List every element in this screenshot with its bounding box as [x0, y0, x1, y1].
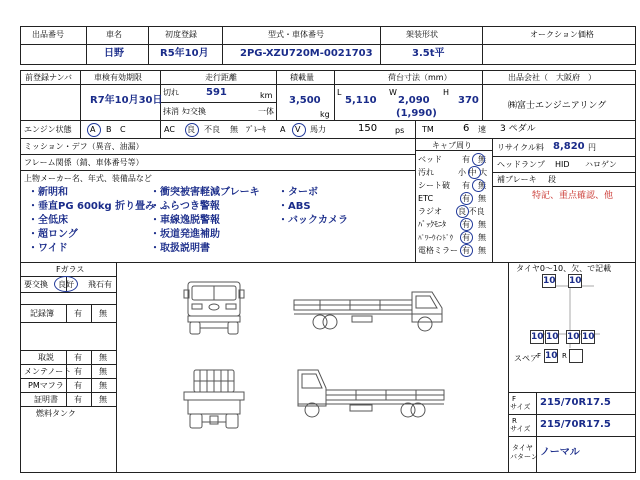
tire-rear-outer-left: 10 — [531, 332, 544, 342]
maintenance-yes: 有 — [74, 367, 82, 376]
fuel-tank-label: 燃料タンク — [36, 409, 76, 418]
rule — [20, 170, 415, 171]
brake-a: A — [280, 125, 286, 134]
cab-item-label: 電格ミラー — [418, 246, 458, 255]
cab-item-options: 有 無 — [462, 246, 486, 255]
cab-item-options: 小 中 大 — [458, 168, 488, 177]
chip-label: 飛石有 — [88, 280, 112, 289]
rule — [91, 304, 92, 322]
width-alt-value: (1,990) — [396, 108, 437, 119]
equipment-item: ・車線逸脱警報 — [150, 215, 220, 226]
aux-brake-label: 補ブレーキ — [497, 175, 537, 184]
notes-title: 特記、重点確認、他 — [532, 191, 614, 201]
equipment-item: ・坂道発進補助 — [150, 229, 220, 240]
equipment-item: ・ワイド — [28, 243, 68, 254]
width-prefix: W — [389, 88, 397, 97]
capacity-value: 3,500 — [289, 95, 321, 106]
equipment-header: 上物メーカー名、年式、装備品など — [24, 174, 152, 183]
rule — [492, 186, 636, 187]
ps-unit: ps — [395, 126, 405, 135]
cab-item-label: シート破 — [418, 181, 450, 190]
kg-unit: kg — [320, 110, 330, 119]
halogen-option: ハロゲン — [585, 160, 617, 169]
headlamp-label: ヘッドランプ — [497, 160, 545, 169]
engine-grade-a: A — [90, 125, 96, 134]
truck-front-diagram — [180, 272, 250, 342]
rule — [415, 120, 416, 138]
cab-item-label: ETC — [418, 194, 434, 203]
truck-side-left-diagram — [290, 360, 450, 424]
equipment-item: ・衝突被害軽減ブレーキ — [150, 187, 260, 198]
rule — [492, 156, 636, 157]
spare-rear-value — [569, 349, 583, 363]
pm-muffler-no: 無 — [99, 381, 107, 390]
rule — [20, 364, 116, 365]
ac-bad: 不良 — [204, 125, 220, 134]
body-shape-value: 3.5t平 — [412, 48, 445, 59]
cab-item-label: ベッド — [418, 155, 442, 164]
rule — [66, 304, 67, 322]
tire-rear-inner-left: 10 — [546, 332, 559, 342]
model-chassis-label: 型式・車体番号 — [268, 30, 324, 39]
cab-item-options: 有 無 — [462, 155, 486, 164]
cab-title: キャブ周り — [432, 141, 472, 150]
rule — [380, 26, 381, 64]
rule — [20, 406, 116, 407]
rule — [91, 350, 92, 406]
rule — [160, 120, 161, 138]
rule — [482, 26, 483, 64]
rule — [508, 414, 636, 415]
rule — [20, 304, 116, 305]
rule — [635, 26, 636, 64]
manual-no: 無 — [99, 353, 107, 362]
rule — [20, 392, 116, 393]
length-value: 5,110 — [345, 95, 377, 106]
cab-select-circle — [460, 218, 473, 231]
f-size-label: サイズ — [510, 403, 531, 411]
seller-label: 出品会社（ 大阪府 ） — [508, 73, 596, 82]
first-reg-value: R5年10月 — [160, 48, 209, 59]
rule — [20, 322, 116, 323]
rule — [20, 350, 116, 351]
engine-label: エンジン状態 — [24, 125, 72, 134]
rule — [116, 262, 117, 472]
dan-label: 段 — [548, 175, 556, 184]
rule — [20, 154, 415, 155]
good-label: 良好 — [58, 280, 74, 289]
rule — [222, 26, 223, 64]
equipment-item: ・バックカメラ — [278, 215, 348, 226]
spare-r-label: R — [562, 352, 567, 360]
cab-item-label: ﾊﾞｯｸﾓﾆﾀ — [418, 220, 446, 229]
tire-word: タイヤ — [512, 444, 533, 452]
maintenance-label: メンテノート — [24, 367, 72, 376]
cab-select-circle — [460, 231, 473, 244]
need-replace-label: 要交換 — [24, 280, 48, 289]
r-size-label: サイズ — [510, 425, 531, 433]
km-unit: km — [260, 91, 273, 100]
equipment-item: ・新明和 — [28, 187, 68, 198]
rule — [482, 70, 483, 120]
rule — [20, 70, 21, 262]
pattern-word: パターン — [510, 453, 538, 461]
rule — [86, 26, 87, 64]
hp-label: 馬力 — [310, 125, 326, 134]
cargo-dims-label: 荷台寸法（mm） — [388, 73, 452, 82]
engine-grade-b: B — [106, 125, 112, 134]
listing-no-label: 出品番号 — [32, 30, 64, 39]
inspection-label: 車検有効期限 — [94, 73, 142, 82]
hp-value: 150 — [358, 123, 378, 134]
spare-label: スペア — [514, 354, 538, 363]
spare-f-label: F — [537, 352, 542, 360]
manual-yes: 有 — [74, 353, 82, 362]
rule — [508, 436, 636, 437]
cab-item-options: 有 無 — [462, 181, 486, 190]
cab-item-options: 有 無 — [462, 194, 486, 203]
rule — [20, 262, 636, 263]
speed-count: 6 — [463, 123, 470, 134]
equipment-item: ・ふらつき警報 — [150, 201, 220, 212]
pm-muffler-yes: 有 — [74, 381, 82, 390]
auction-price-label: オークション価格 — [530, 30, 594, 39]
fglass-label: Fガラス — [56, 265, 85, 274]
cab-select-circle — [468, 166, 481, 179]
records-no: 無 — [99, 309, 107, 318]
engine-grade-c: C — [120, 125, 126, 134]
equipment-item: ・超ロング — [28, 229, 78, 240]
car-name-label: 車名 — [106, 30, 122, 39]
records-yes: 有 — [74, 309, 82, 318]
brake-label: ﾌﾞﾚｰｷ — [246, 125, 266, 134]
tire-rear-outer-right: 10 — [582, 332, 595, 342]
mileage-label: 走行距離 — [205, 73, 237, 82]
f-tire-size: 215/70R17.5 — [540, 397, 611, 408]
meter-swap-label: ﾀｺ交換 — [182, 107, 206, 116]
cab-select-circle — [460, 192, 473, 205]
rule — [508, 262, 509, 472]
rule — [20, 64, 636, 65]
rule — [80, 120, 81, 138]
massho-label: 抹消 — [163, 107, 179, 116]
length-prefix: L — [337, 88, 342, 97]
rule — [20, 120, 636, 121]
height-value: 370 — [458, 95, 479, 106]
rule — [334, 70, 335, 120]
seller-value: ㈱富士エンジニアリング — [508, 101, 607, 111]
tire-rear-inner-right: 10 — [567, 332, 580, 342]
yen-unit: 円 — [588, 143, 596, 152]
equipment-item: ・全低床 — [28, 215, 68, 226]
recycle-value: 8,820 — [553, 141, 585, 152]
rule — [160, 102, 276, 103]
rule — [20, 44, 636, 45]
hid-option: HID — [555, 160, 570, 169]
rule — [20, 378, 116, 379]
r-prefix: R — [512, 417, 517, 425]
first-reg-label: 初度登録 — [165, 30, 197, 39]
manual-label: 取説 — [38, 353, 54, 362]
tires-title: タイヤ0〜10、欠、で記載 — [516, 264, 612, 273]
cab-select-circle — [472, 179, 485, 192]
rule — [508, 392, 636, 393]
kiri-label: 切れ — [163, 88, 179, 97]
brake-v: V — [295, 125, 301, 134]
tm-label: TM — [422, 125, 434, 134]
tire-front-left: 10 — [543, 276, 556, 286]
certificate-label: 証明書 — [34, 395, 58, 404]
tire-front-right: 10 — [569, 276, 582, 286]
speed-unit: 速 — [478, 125, 486, 134]
inspection-value: R7年10月30日 — [90, 95, 163, 106]
width-value: 2,090 — [398, 95, 430, 106]
rule — [20, 84, 636, 85]
rule — [20, 138, 636, 139]
mission-label: ミッション・デフ（異音、油漏） — [24, 142, 144, 151]
rule — [20, 70, 636, 71]
spare-front-value: 10 — [545, 351, 558, 361]
cab-item-label: 汚れ — [418, 168, 434, 177]
one-body-label: 一体 — [258, 107, 274, 116]
frame-label: フレーム関係（錆、車体番号等） — [24, 158, 144, 167]
ac-good: 良 — [187, 125, 195, 134]
recycle-label: リサイクル料 — [497, 143, 544, 152]
equipment-item: ・垂直PG 600kg 折り畳み — [28, 201, 156, 212]
rule — [20, 26, 21, 64]
rule — [66, 350, 67, 406]
capacity-label: 積載量 — [290, 73, 314, 82]
ac-label: AC — [164, 125, 175, 134]
equipment-item: ・ABS — [278, 201, 311, 212]
maintenance-no: 無 — [99, 367, 107, 376]
truck-rear-diagram — [180, 364, 250, 436]
equipment-item: ・取扱説明書 — [150, 243, 210, 254]
cab-item-label: ラジオ — [418, 207, 442, 216]
certificate-no: 無 — [99, 395, 107, 404]
cab-select-circle — [460, 244, 473, 257]
body-shape-label: 架装形状 — [406, 30, 438, 39]
tire-pattern: ノーマル — [540, 447, 580, 458]
ac-none: 無 — [230, 125, 238, 134]
certificate-yes: 有 — [74, 395, 82, 404]
car-name-value: 日野 — [104, 48, 124, 59]
records-label: 記録簿 — [30, 309, 54, 318]
cab-item-options: 有 無 — [462, 220, 486, 229]
height-prefix: H — [443, 88, 450, 97]
rule — [20, 292, 116, 293]
cab-item-label: ﾊﾟﾜｰｳｲﾝﾄﾞｳ — [418, 234, 453, 242]
rule — [148, 26, 149, 64]
f-prefix: F — [512, 395, 517, 403]
rule — [20, 472, 636, 473]
rule — [635, 70, 636, 472]
rule — [492, 172, 636, 173]
cab-item-options: 良 不良 — [458, 207, 485, 216]
mileage-value: 591 — [206, 87, 227, 98]
equipment-item: ・ターボ — [278, 187, 318, 198]
rule — [415, 138, 416, 262]
rule — [20, 26, 636, 27]
truck-side-diagram — [290, 278, 450, 338]
r-tire-size: 215/70R17.5 — [540, 419, 611, 430]
model-chassis-value: 2PG-XZU720M-0021703 — [240, 48, 373, 59]
pm-muffler-label: PMマフラ — [28, 381, 64, 390]
prev-plate-label: 前登録ナンバ — [25, 73, 73, 82]
cab-select-circle — [456, 205, 469, 218]
rule — [20, 262, 21, 472]
pedal-value: 3 ペダル — [500, 124, 536, 134]
cab-item-options: 有 無 — [462, 233, 486, 242]
rule — [276, 70, 277, 120]
cab-select-circle — [472, 153, 485, 166]
rule — [80, 70, 81, 120]
